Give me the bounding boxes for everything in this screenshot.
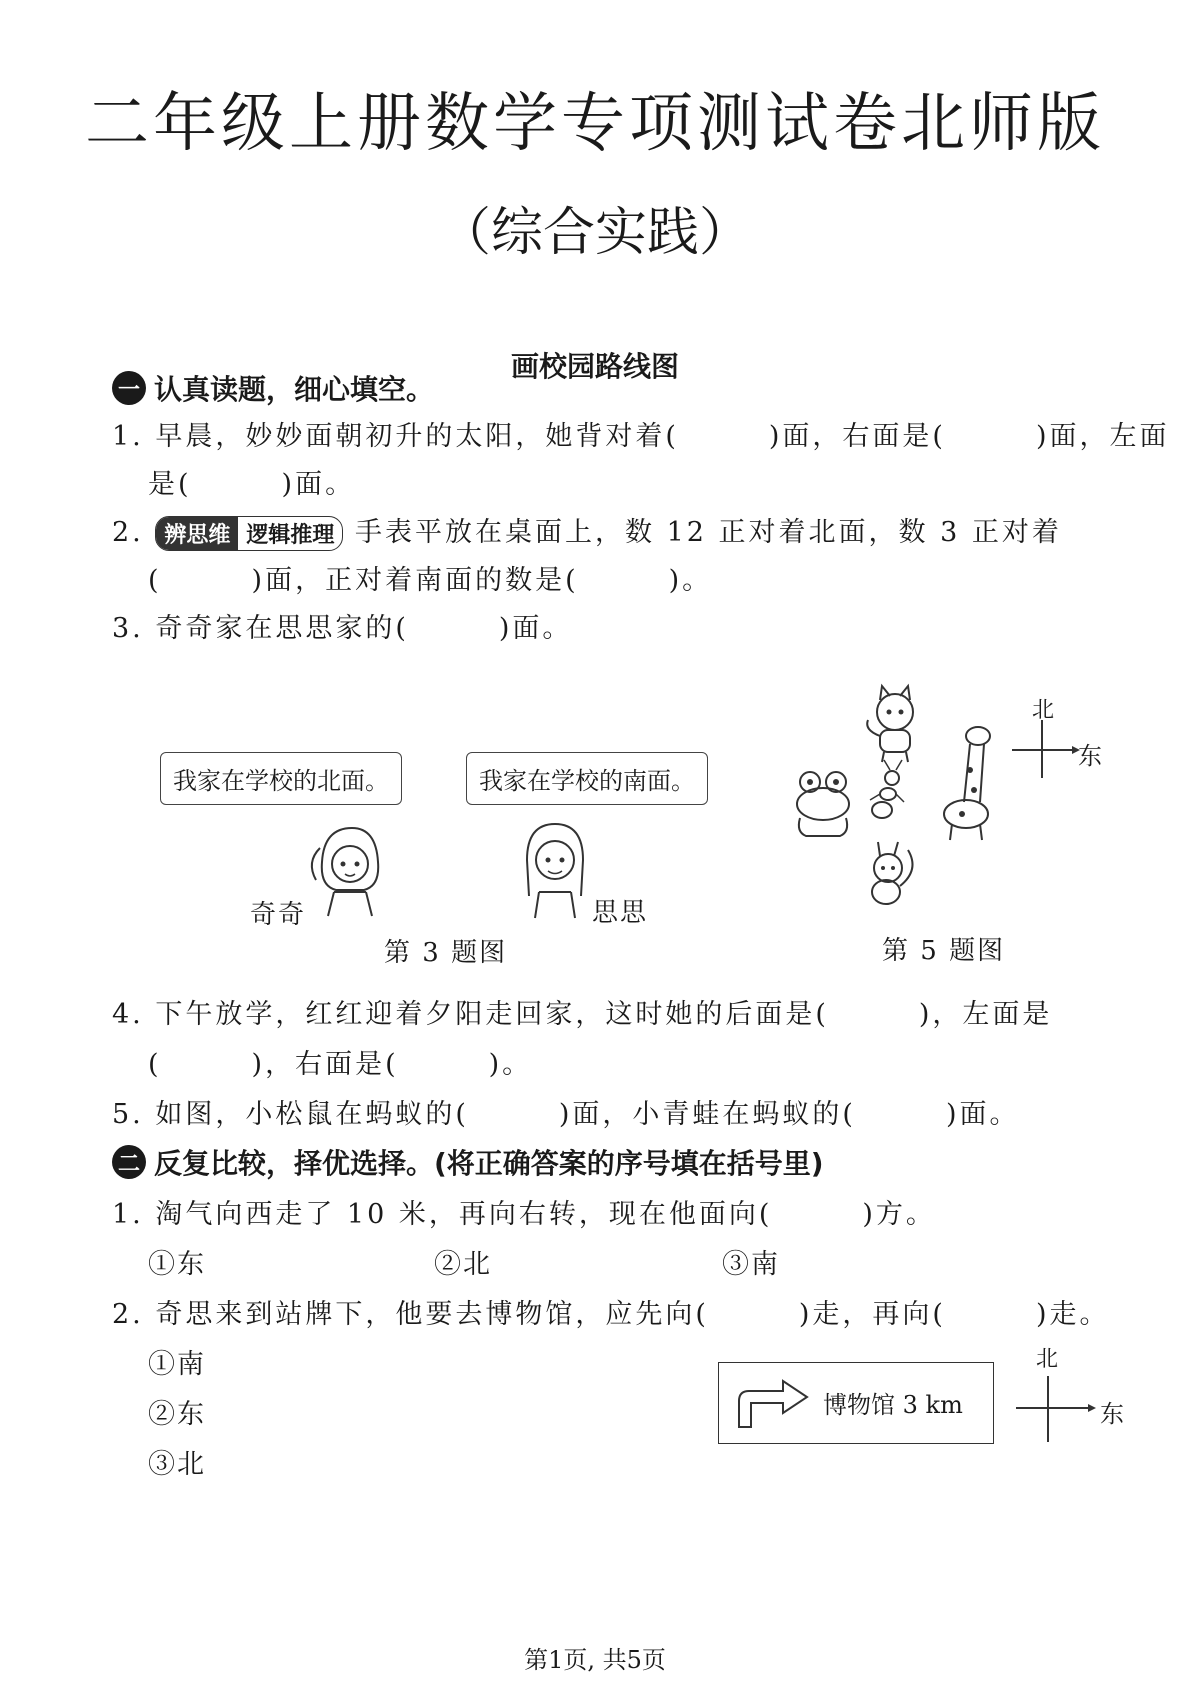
museum-sign-text: 博物馆 3 km [823, 1391, 963, 1419]
part2-heading-text: 反复比较，择优选择。(将正确答案的序号填在括号里) [154, 1147, 824, 1180]
giraffe-icon [944, 727, 990, 840]
q3-text: 3. 奇奇家在思思家的( )面。 [112, 613, 573, 644]
part1-badge: 一 [112, 371, 146, 405]
fig5-north-label: 北 [1032, 698, 1055, 723]
q2-line2: ( )面，正对着南面的数是( )。 [148, 565, 713, 596]
bubble-right: 我家在学校的南面。 [466, 752, 708, 805]
section-title: 画校园路线图 [510, 350, 679, 383]
q2-tag-b: 逻辑推理 [246, 523, 335, 548]
fig3-caption: 第 3 题图 [384, 938, 508, 968]
museum-sign [718, 1362, 994, 1444]
fig5-caption: 第 5 题图 [882, 936, 1006, 966]
turn-right-arrow-icon [733, 1379, 813, 1429]
q4-line2: ( )，右面是( )。 [148, 1049, 533, 1080]
frog-icon [797, 772, 849, 836]
part2-heading [112, 1142, 824, 1182]
q1-line1: 1. 早晨，妙妙面朝初升的太阳，她背对着( )面，右面是( )面，左面 [112, 421, 1170, 452]
p2-q2-text: 2. 奇思来到站牌下，他要去博物馆，应先向( )走，再向( )走。 [112, 1299, 1110, 1330]
q4-line1: 4. 下午放学，红红迎着夕阳走回家，这时她的后面是( )，左面是 [112, 999, 1053, 1030]
page-subtitle: （综合实践） [438, 203, 751, 263]
squirrel-icon [872, 842, 913, 904]
part2-badge: 二 [112, 1145, 146, 1179]
girl-sisi-illustration [505, 816, 605, 920]
page-title: 二年级上册数学专项测试卷北师版 [85, 87, 1105, 161]
q1-line2: 是( )面。 [148, 469, 356, 500]
ant-icon [870, 760, 904, 818]
fig5-east-label: 东 [1078, 742, 1102, 770]
q2-tag [155, 516, 343, 551]
p2-q1-option-2: ②北 [434, 1249, 492, 1280]
p2-q2-option-1: ①南 [148, 1349, 206, 1380]
q2-north-label: 北 [1036, 1347, 1059, 1372]
compass-q2-icon [1016, 1376, 1086, 1446]
p2-q2-option-3: ③北 [148, 1449, 206, 1480]
p2-q1-text: 1. 淘气向西走了 10 米，再向右转，现在他面向( )方。 [112, 1199, 936, 1230]
page-footer: 第1页, 共5页 [524, 1646, 666, 1674]
p2-q1-option-1: ①东 [148, 1249, 206, 1280]
part1-heading [112, 368, 434, 408]
p2-q1-option-3: ③南 [722, 1249, 780, 1280]
q2-line1 [112, 510, 1062, 551]
q5-text: 5. 如图，小松鼠在蚂蚁的( )面，小青蛙在蚂蚁的( )面。 [112, 1099, 1020, 1130]
q2-tag-a: 辨思维 [156, 517, 238, 550]
q2-text: 手表平放在桌面上，数 12 正对着北面，数 3 正对着 [354, 517, 1062, 548]
p2-q2-option-2: ②东 [148, 1399, 206, 1430]
compass-fig5-icon [1012, 720, 1072, 780]
part1-heading-text: 认真读题，细心填空。 [154, 373, 435, 406]
q2-number: 2. [112, 517, 144, 548]
cat-icon [867, 686, 913, 762]
girl-qiqi-illustration [300, 818, 400, 918]
q2-east-label: 东 [1100, 1400, 1124, 1428]
bubble-left: 我家在学校的北面。 [160, 752, 402, 805]
name-qiqi: 奇奇 [250, 900, 307, 930]
name-sisi: 思思 [592, 898, 649, 928]
